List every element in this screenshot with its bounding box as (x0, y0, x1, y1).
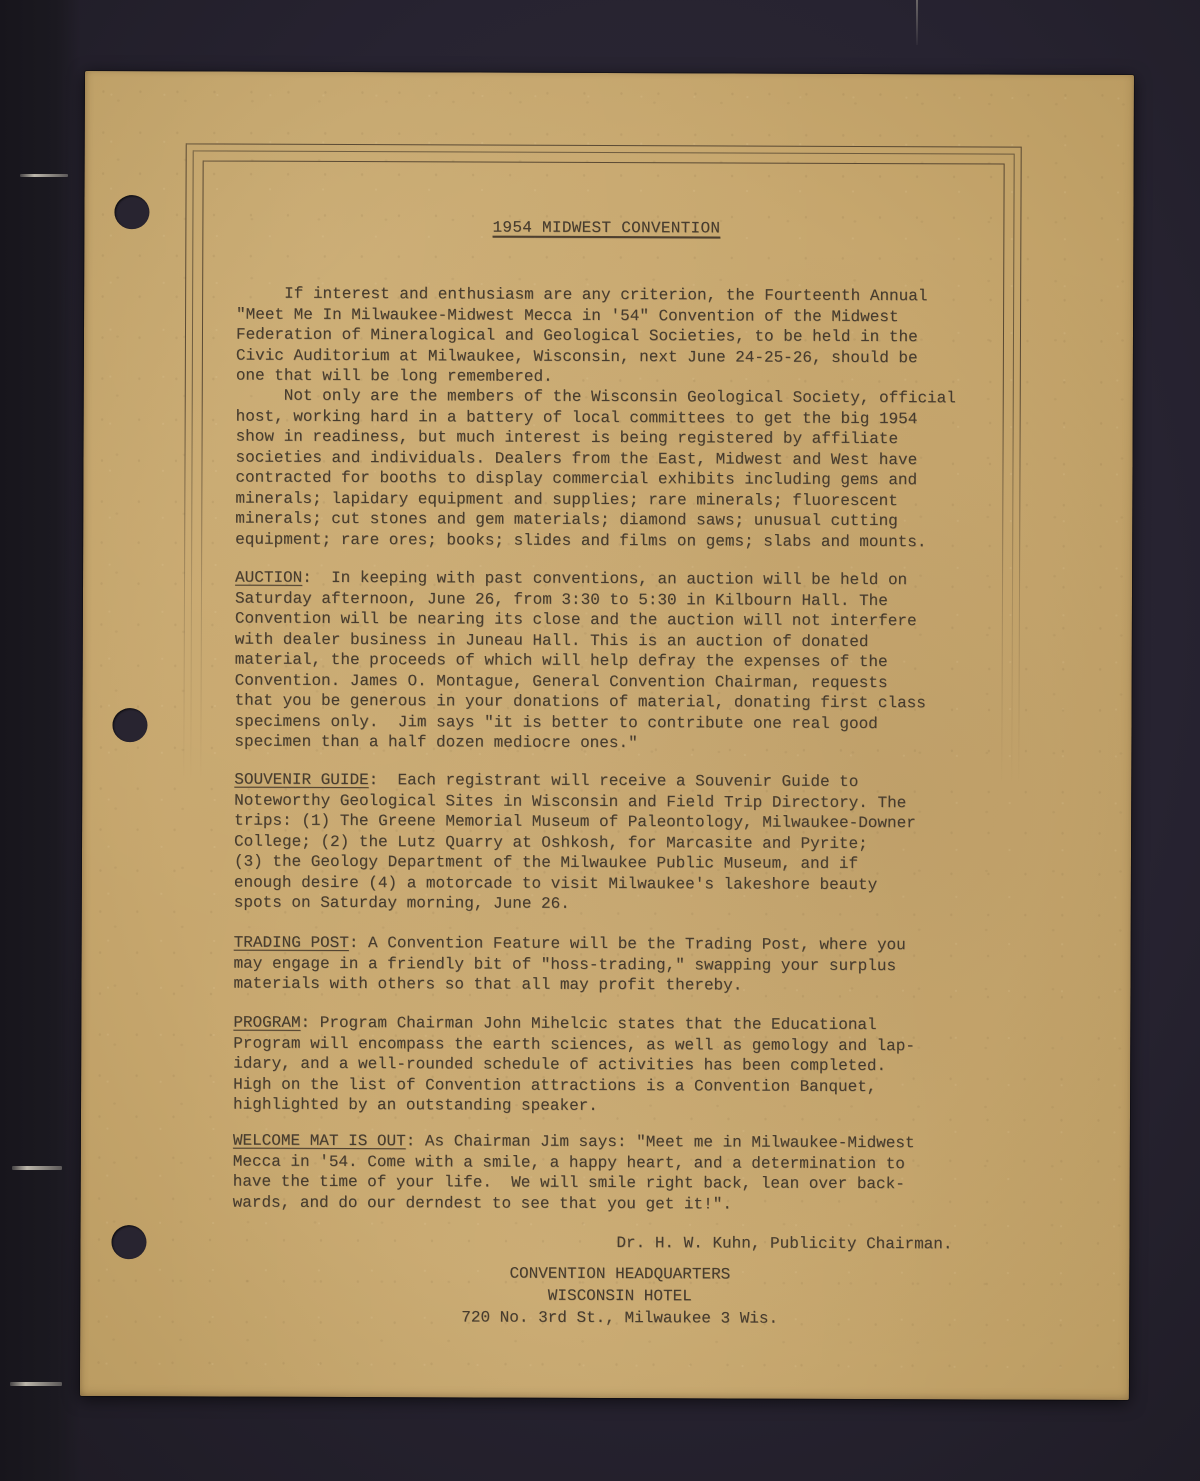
document-title: 1954 MIDWEST CONVENTION (492, 218, 721, 238)
section-welcome-mat (233, 1131, 975, 1216)
footer-street-line: 720 No. 3rd St., Milwaukee 3 Wis. (461, 1308, 779, 1328)
section-program (233, 1013, 975, 1118)
scan-background-shadow (0, 0, 80, 1481)
section-trading-post (233, 933, 975, 997)
intro-paragraph-1-text: If interest and enthusiasm are any criterion, the Fourteenth Annual "Meet Me In Milwaukee-Midwest Mecca in '54" Convention of the Midwest Federation of Mineralogical and Geological Societies, to be held in the Civic Auditorium at Milwaukee, Wisconsin, next June 24-25-26, should be one that will be long remembered. (235, 284, 928, 386)
section-program-heading: PROGRAM (233, 1013, 301, 1032)
section-auction-heading: AUCTION (235, 568, 303, 587)
footer-hotel-line: WISCONSIN HOTEL (547, 1286, 692, 1306)
intro-paragraph-2-text: Not only are the members of the Wisconsin Geological Society, official host, working hard in a battery of local committees to get the big 1954 show in readiness, but much interest is being registered by affiliate societies and individuals. Dealers from the East, Midwest and West have contracted for booths to display commercial exhibits including gems and minerals; lapidary equipment and supplies; rare minerals; fluorescent minerals; cut stones and gem materials; diamond saws; unusual cutting equipment; rare ores; books; slides and films on gems; slabs and mounts. (235, 386, 956, 551)
document-page (80, 71, 1134, 1400)
staple-mark-middle (12, 1166, 62, 1170)
section-program-text: : Program Chairman John Mihelcic states that the Educational Program will encompass the earth sciences, as well as gemology and lap- idary, and a well-rounded schedule of activities has been completed. High on the list of Convention attractions is a Convention Banquet, highlighted by an outstanding speaker. (232, 1013, 916, 1115)
staple-mark-bottom (10, 1382, 62, 1386)
footer-headquarters-line: CONVENTION HEADQUARTERS (509, 1264, 731, 1284)
signature-line (232, 1233, 952, 1254)
section-welcome-mat-text: : As Chairman Jim says: "Meet me in Milwaukee-Midwest Mecca in '54. Come with a smile, a happy heart, and a determination to have the time of your life. We will smile right back, lean over back- wards, and do our derndest to see that you get it!". (232, 1132, 915, 1213)
section-souvenir-guide-heading: SOUVENIR GUIDE (234, 770, 369, 790)
section-auction (234, 568, 977, 755)
intro-paragraph-2 (235, 386, 978, 553)
hole-punch-middle (112, 708, 147, 742)
background-crease-mark (916, 0, 918, 45)
section-trading-post-text: : A Convention Feature will be the Trading Post, where you may engage in a friendly bit of "hoss-trading," swapping your surplus materials with others so that all may profit thereby. (233, 934, 906, 995)
section-welcome-mat-heading: WELCOME MAT IS OUT (232, 1131, 406, 1151)
intro-paragraph-1 (236, 284, 978, 389)
section-souvenir-guide-text: : Each registrant will receive a Souvenir Guide to Noteworthy Geological Sites in Wisconsin and Field Trip Directory. The trips: (1) The Greene Memorial Museum of Paleontology, Milwaukee-Downer College; (2) the Lutz Quarry at Oshkosh, for Marcasite and Pyrite; (3) the Geology Department of the Milwaukee Public Museum, and if enough desire (4) a motorcade to visit Milwaukee's lakeshore beauty spots on Saturday morning, June 26. (233, 771, 916, 913)
footer-address-block (232, 1262, 1007, 1331)
section-trading-post-heading: TRADING POST (233, 933, 349, 953)
section-souvenir-guide (234, 770, 977, 916)
hole-punch-bottom (111, 1225, 146, 1259)
section-auction-text: : In keeping with past conventions, an auction will be held on Saturday afternoon, June 26, from 3:30 to 5:30 in Kilbourn Hall. The Convention will be nearing its close and the auction will not interfere with dealer business in Juneau Hall. This is an auction of donated material, the proceeds of which will help defray the expenses of the Convention. James O. Montague, General Convention Chairman, requests that you be generous in your donations of material, donating first class specimens only. Jim says "it is better to contribute one real good specimen than a half dozen mediocre ones." (234, 568, 926, 753)
staple-mark-top (20, 174, 68, 177)
hole-punch-top (114, 195, 149, 229)
signature-text: Dr. H. W. Kuhn, Publicity Chairman. (616, 1234, 953, 1254)
